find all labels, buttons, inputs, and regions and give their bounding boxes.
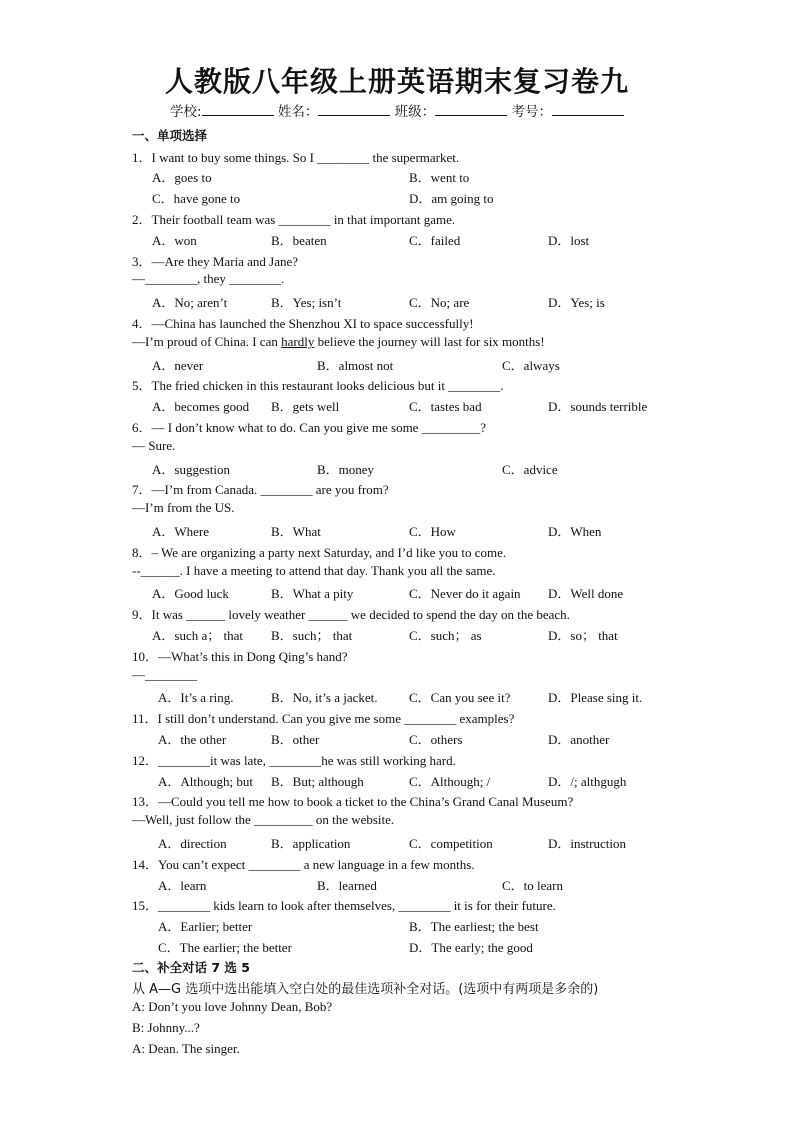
q13-option-d[interactable]: D．instruction — [548, 836, 626, 851]
section-1-heading: 一、单项选择 — [132, 128, 208, 143]
q2-option-b[interactable]: B．beaten — [271, 233, 327, 248]
q10-stem: 10．—What’s this in Dong Qing’s hand? — [132, 649, 348, 664]
q15-option-c[interactable]: C．The earlier; the better — [158, 940, 292, 955]
q7-option-b[interactable]: B．What — [271, 524, 321, 539]
school-blank[interactable] — [202, 103, 274, 116]
student-info-line — [0, 100, 794, 120]
q1-option-a[interactable]: A．goes to — [152, 170, 212, 185]
q6-option-b[interactable]: B．money — [317, 462, 375, 477]
q8-option-a[interactable]: A．Good luck — [152, 586, 229, 601]
q2-option-d[interactable]: D．lost — [548, 233, 590, 248]
q4-option-c[interactable]: C．always — [502, 358, 560, 373]
q6-option-c[interactable]: C．advice — [502, 462, 558, 477]
q8-option-c[interactable]: C．Never do it again — [409, 586, 521, 601]
q13-line-2: —Well, just follow the _________ on the website. — [132, 812, 395, 827]
name-blank[interactable] — [318, 103, 390, 116]
exam-title: 人教版八年级上册英语期末复习卷九 — [164, 65, 629, 98]
section-2-instruction: 从 A—G 选项中选出能填入空白处的最佳选项补全对话。(选项中有两项是多余的) — [132, 982, 599, 997]
q9-option-d[interactable]: D．so； that — [548, 628, 618, 643]
q4-stem: 4．—China has launched the Shenzhou XI to space successfully! — [132, 316, 474, 331]
q5-option-d[interactable]: D．sounds terrible — [548, 399, 648, 414]
q7-line-2: —I’m from the US. — [132, 500, 235, 515]
class-label: 班级： — [394, 104, 436, 120]
q1-option-b[interactable]: B．went to — [409, 170, 470, 185]
q14-option-c[interactable]: C．to learn — [502, 878, 564, 893]
q7-option-c[interactable]: C．How — [409, 524, 456, 539]
q10-option-d[interactable]: D．Please sing it. — [548, 690, 643, 705]
q4-line-2-end: believe the journey will last for six months! — [314, 334, 545, 349]
name-label: 姓名： — [277, 104, 319, 120]
number-blank[interactable] — [552, 103, 624, 116]
q7-option-d[interactable]: D．When — [548, 524, 602, 539]
q5-option-a[interactable]: A．becomes good — [152, 399, 250, 414]
q13-option-b[interactable]: B．application — [271, 836, 351, 851]
school-label: 学校: — [170, 104, 202, 120]
q7-stem: 7．—I’m from Canada. ________ are you from? — [132, 482, 389, 497]
q4-option-b[interactable]: B．almost not — [317, 358, 394, 373]
q1-stem: 1．I want to buy some things. So I ________ the supermarket. — [132, 150, 460, 165]
q12-stem: 12．________it was late, ________he was still working hard. — [132, 753, 456, 768]
q13-stem: 13．—Could you tell me how to book a ticket to the China’s Grand Canal Museum? — [132, 794, 574, 809]
q12-option-b[interactable]: B．But; although — [271, 774, 364, 789]
class-blank[interactable] — [435, 103, 507, 116]
q5-option-b[interactable]: B．gets well — [271, 399, 340, 414]
q5-option-c[interactable]: C．tastes bad — [409, 399, 482, 414]
q3-option-b[interactable]: B．Yes; isn’t — [271, 295, 342, 310]
q1-option-c[interactable]: C．have gone to — [152, 191, 241, 206]
q10-option-c[interactable]: C．Can you see it? — [409, 690, 511, 705]
q1-option-d[interactable]: D．am going to — [409, 191, 494, 206]
number-label: 考号： — [511, 104, 552, 120]
q13-option-c[interactable]: C．competition — [409, 836, 493, 851]
q5-stem: 5．The fried chicken in this restaurant looks delicious but it ________. — [132, 378, 504, 393]
q12-option-a[interactable]: A．Although; but — [158, 774, 253, 789]
q9-option-b[interactable]: B．such； that — [271, 628, 353, 643]
dialogue-line-3: A: Dean. The singer. — [132, 1041, 240, 1056]
q12-option-c[interactable]: C．Although; / — [409, 774, 491, 789]
q11-option-d[interactable]: D．another — [548, 732, 610, 747]
q6-line-2: — Sure. — [132, 438, 176, 453]
q9-option-a[interactable]: A．such a； that — [152, 628, 243, 643]
q13-option-a[interactable]: A．direction — [158, 836, 227, 851]
q8-option-d[interactable]: D．Well done — [548, 586, 624, 601]
q4-line-2-start: —I’m proud of China. I can — [132, 334, 282, 349]
q3-stem: 3．—Are they Maria and Jane? — [132, 254, 299, 269]
q14-option-a[interactable]: A．learn — [158, 878, 207, 893]
q4-underlined-word: hardly — [281, 334, 315, 349]
q3-option-d[interactable]: D．Yes; is — [548, 295, 605, 310]
q7-option-a[interactable]: A．Where — [152, 524, 210, 539]
q10-option-a[interactable]: A．It’s a ring. — [158, 690, 234, 705]
q4-line-2 — [132, 334, 545, 350]
dialogue-line-2: B: Johnny...? — [132, 1020, 200, 1035]
q9-option-c[interactable]: C．such； as — [409, 628, 482, 643]
q11-option-a[interactable]: A．the other — [158, 732, 227, 747]
q15-stem: 15．________ kids learn to look after themselves, ________ it is for their future. — [132, 898, 556, 913]
q3-line-2: —________, they ________. — [132, 271, 285, 286]
q10-option-b[interactable]: B．No, it’s a jacket. — [271, 690, 378, 705]
q2-option-c[interactable]: C．failed — [409, 233, 461, 248]
q6-option-a[interactable]: A．suggestion — [152, 462, 231, 477]
q8-option-b[interactable]: B．What a pity — [271, 586, 354, 601]
q14-stem: 14．You can’t expect ________ a new language in a few months. — [132, 857, 475, 872]
q12-option-d[interactable]: D．/; althgugh — [548, 774, 627, 789]
section-2-heading: 二、补全对话 7 选 5 — [132, 960, 250, 975]
q2-option-a[interactable]: A．won — [152, 233, 197, 248]
q3-option-c[interactable]: C．No; are — [409, 295, 470, 310]
q11-option-c[interactable]: C．others — [409, 732, 463, 747]
q6-stem: 6．— I don’t know what to do. Can you give me some _________? — [132, 420, 486, 435]
q15-option-b[interactable]: B．The earliest; the best — [409, 919, 539, 934]
q15-option-d[interactable]: D．The early; the good — [409, 940, 533, 955]
q10-line-2: —________ — [132, 667, 197, 682]
q8-stem: 8．– We are organizing a party next Saturday, and I’d like you to come. — [132, 545, 507, 560]
q11-stem: 11．I still don’t understand. Can you give me some ________ examples? — [132, 711, 515, 726]
dialogue-line-1: A: Don’t you love Johnny Dean, Bob? — [132, 999, 333, 1014]
q2-stem: 2．Their football team was ________ in that important game. — [132, 212, 456, 227]
q9-stem: 9．It was ______ lovely weather ______ we decided to spend the day on the beach. — [132, 607, 570, 622]
q3-option-a[interactable]: A．No; aren’t — [152, 295, 228, 310]
q4-option-a[interactable]: A．never — [152, 358, 204, 373]
q11-option-b[interactable]: B．other — [271, 732, 320, 747]
q15-option-a[interactable]: A．Earlier; better — [158, 919, 253, 934]
q14-option-b[interactable]: B．learned — [317, 878, 377, 893]
q8-line-2: --______. I have a meeting to attend that day. Thank you all the same. — [132, 563, 496, 578]
